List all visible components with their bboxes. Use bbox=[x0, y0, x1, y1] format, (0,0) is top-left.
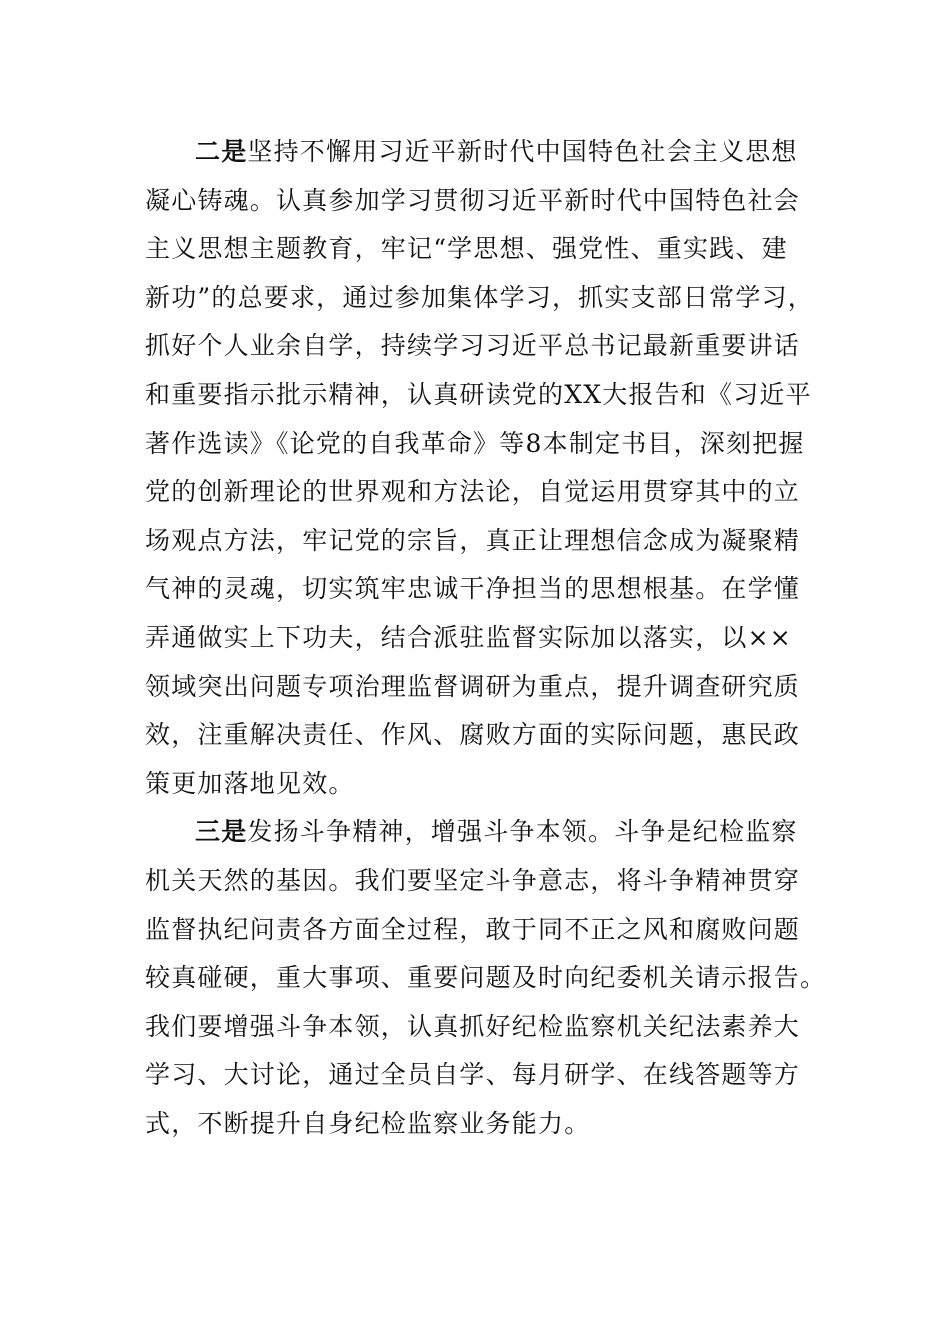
paragraph-line: 监督执纪问责各方面全过程，敢于同不正之风和腐败问题 bbox=[145, 914, 801, 944]
paragraph-lead: 三是 bbox=[195, 817, 248, 847]
paragraph-er-shi bbox=[145, 128, 814, 808]
paragraph-line: 气神的灵魂，切实筑牢忠诚干净担当的思想根基。在学懂 bbox=[145, 574, 801, 604]
paragraph-lead: 二是 bbox=[195, 137, 248, 166]
paragraph-line: 新功”的总要求，通过参加集体学习，抓实支部日常学习， bbox=[145, 282, 814, 312]
paragraph-line: 机关天然的基因。我们要坚定斗争意志，将斗争精神贯穿 bbox=[145, 865, 801, 895]
document-body bbox=[145, 128, 827, 1148]
paragraph-first-line bbox=[145, 128, 810, 177]
paragraph-line: 著作选读》《论党的自我革命》等8本制定书目，深刻把握 bbox=[145, 428, 805, 458]
paragraph-line: 党的创新理论的世界观和方法论，自觉运用贯穿其中的立 bbox=[145, 477, 801, 507]
paragraph-line: 领域突出问题专项治理监督调研为重点，提升调查研究质 bbox=[145, 671, 801, 701]
paragraph-line: 效，注重解决责任、作风、腐败方面的实际问题，惠民政 bbox=[145, 720, 801, 750]
first-line-text: 坚持不懈用习近平新时代中国特色社会主义思想 bbox=[247, 137, 798, 166]
paragraph-first-line bbox=[145, 808, 810, 857]
paragraph-line: 和重要指示批示精神，认真研读党的XX大报告和《习近平 bbox=[145, 379, 812, 409]
paragraph-line: 学习、大讨论，通过全员自学、每月研学、在线答题等方 bbox=[145, 1060, 801, 1090]
first-line-text: 发扬斗争精神，增强斗争本领。斗争是纪检监察 bbox=[247, 817, 798, 847]
paragraph-line: 我们要增强斗争本领，认真抓好纪检监察机关纪法素养大 bbox=[145, 1011, 801, 1041]
paragraph-line: 主义思想主题教育，牢记“学思想、强党性、重实践、建 bbox=[145, 234, 788, 264]
paragraph-line: 较真碰硬，重大事项、重要问题及时向纪委机关请示报告。 bbox=[145, 963, 827, 993]
paragraph-san-shi bbox=[145, 808, 827, 1148]
paragraph-line: 弄通做实上下功夫，结合派驻监督实际加以落实，以×× bbox=[145, 622, 792, 652]
paragraph-line: 式，不断提升自身纪检监察业务能力。 bbox=[145, 1108, 591, 1138]
paragraph-line: 策更加落地见效。 bbox=[145, 768, 355, 798]
paragraph-line: 场观点方法，牢记党的宗旨，真正让理想信念成为凝聚精 bbox=[145, 525, 801, 555]
paragraph-line: 凝心铸魂。认真参加学习贯彻习近平新时代中国特色社会 bbox=[145, 185, 801, 215]
paragraph-line: 抓好个人业余自学，持续学习习近平总书记最新重要讲话 bbox=[145, 331, 801, 361]
